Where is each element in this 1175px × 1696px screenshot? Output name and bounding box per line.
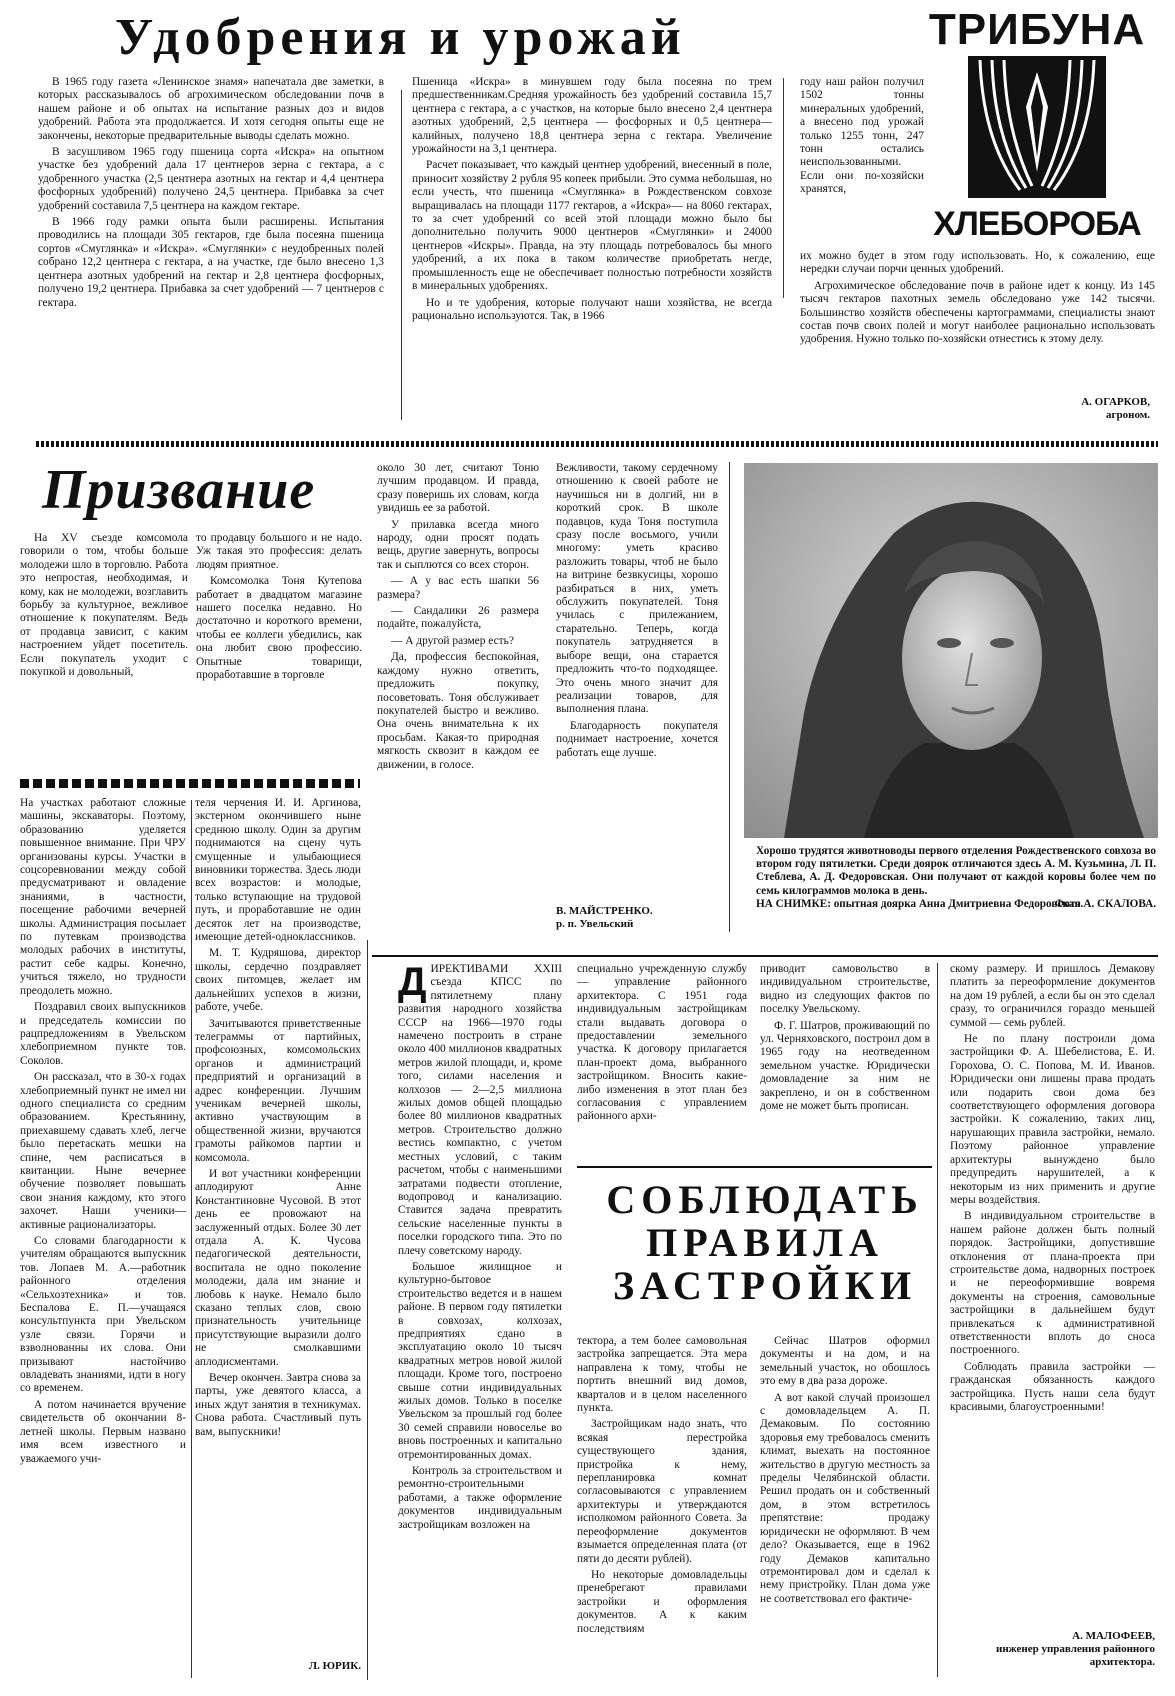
- paragraph: около 30 лет, считают Тоню лучшим продавцом. И правда, сразу поверишь их словам, когда увидишь ее за работой.: [377, 462, 539, 515]
- prizvanie-column-1: [20, 532, 188, 770]
- paragraph: Комсомолка Тоня Кутепова работает в двадцатом магазине нашего поселка недавно. Но достаточно и короткого времени, чтобы ее коллеги убедились, как она любит свою профессию. Опытные товарищи, проработавшие в торговле: [196, 575, 362, 682]
- paragraph: — Сандалики 26 размера подайте, пожалуйста,: [377, 605, 539, 631]
- paragraph: В индивидуальном строительстве в нашем районе должен быть полный порядок. Застройщики, допустившие отклонения от плана-проекта при строительстве дома, надворных построек и не переоформившие вовремя документы на строения, самовольные застройщики в дальнейшем будут привлекаться к административной ответственности вплоть до сноса построенного.: [950, 1210, 1155, 1357]
- paragraph: Вечер окончен. Завтра снова за парты, уже девятого класса, а иных ждут занятия в техникумах. Снова работа. Счастливый путь вам, выпускники!: [195, 1372, 361, 1438]
- zastroyka-column-3-bottom: [760, 1335, 930, 1677]
- paragraph: теля черчения И. И. Аргинова, экстерном окончившего ныне среднюю школу. Один за другим поднимаются на сцену чуть смущенные и улыбающиеся виновники торжества. Здесь люди всех возрастов: и молодые, только вступающие на трудовой путь, и проработавшие не один десяток лет на производстве, имеющие детей-одноклассников.: [195, 797, 361, 944]
- photo-credit: Фото А. СКАЛОВА.: [1054, 898, 1156, 911]
- paragraph: А вот какой случай произошел с домовладельцем А. П. Демаковым. По состоянию здоровья ему требовалось сменить климат, выехать на постоянное жительство в другую местность за пределы Челябинской области. Решил продать он и собственный дом, в этом встретилось препятствие: продажу юридически не оформляют. В чем дело? Оказывается, еще в 1962 году Демаков капитально отремонтировал дом и сделал к нему пристройку. План дома уже не соответствовал его фактиче-: [760, 1391, 930, 1605]
- paragraph: — А у вас есть шапки 56 размера?: [377, 575, 539, 601]
- zastroyka-column-2-bottom: [577, 1335, 747, 1677]
- zastroyka-column-4: [950, 963, 1155, 1628]
- title-line: ПРАВИЛА: [646, 1220, 884, 1265]
- paragraph: специально учрежденную службу — управление районного архитектора. С 1951 года индивидуальным застройщикам стали выдавать договора о предоставлении земельного участка. К договору прилагается план-проект дома, выбранного застройщиком. Вносить какие-либо изменения в этот план без согласования с управлением районного архи-: [577, 963, 747, 1123]
- paragraph: Но некоторые домовладельцы пренебрегают правилами застройки и оформления документов. А к каким последствиям: [577, 1568, 747, 1635]
- section-divider: [372, 955, 1158, 957]
- paragraph: Пшеница «Искра» в минувшем году была посеяна по трем предшественникам.Средняя урожайность без удобрений составила 15,7 центнера с гектара, а с участков, на которые было внесено 2,4 центнера азотных удобрений, 2,5 центнера — фосфорных и 0,5 центнера— калийных, получено 18,8 центнера зерна с гектара. Увеличение урожайности на 3,1 центнера.: [412, 76, 772, 156]
- logo-text-top: ТРИБУНА: [928, 5, 1146, 54]
- paragraph: Расчет показывает, что каждый центнер удобрений, внесенный в поле, приносит хозяйству 2 рубля 95 копеек прибыли. Это сумма небольшая, но если учесть, что пшеница «Смуглянка» в Рождественском совхозе выращивалась на площади 1177 гектаров, а «Искра»— на 8060 гектарах, то за счет удобрений со всей этой площади можно было бы дополнительно получить 9000 центнеров «Смуглянки» и 24000 центнеров «Искры». Правда, на эту площадь потребовалось бы много удобрений, а их пока в таком количестве приобретать негде, промышленность еще не обеспечивает полностью потребности хозяйств в минеральных удобрениях.: [412, 159, 772, 293]
- tribuna-khleboroba-logo: [928, 5, 1146, 243]
- paragraph: скому размеру. И пришлось Демакову платить за переоформление документов на дом 19 рублей, а если бы он это сделал сразу, то ограничился гораздо меньшей суммой — семь рублей.: [950, 963, 1155, 1029]
- paragraph: Не по плану построили дома застройщики Ф. А. Шебелистова, Е. И. Горохова, О. С. Попова, М. И. Иванов. Юридически они лишены права продать или подарить свои дома без соответствующего оформления договора застройки. К сожалению, таких лиц, нарушающих правила застройки, немало. Поэтому районное управление архитектуры вынуждено было предупредить нарушителей, а к некоторым из них применить и другие меры воздействия.: [950, 1033, 1155, 1206]
- prizvanie-signature: [556, 905, 718, 931]
- zastroyka-column-3-top: [760, 963, 930, 1153]
- zastroyka-column-1: [398, 963, 562, 1677]
- paragraph: Вежливости, такому сердечному отношению к своей работе не научишься ни в долгий, ни в короткий срок. В школе подавцов, куда Тоня поступила сразу после восьмого, учили многому: уметь красиво разложить товары, чтоб не было на витрине безвкусицы, хорошо разбираться в них, уметь обслужить покупателей. Тоня училась с прилежанием, старательно. Теперь, когда покупатель затрудняется в выборе вещи, она старается предложить что-то подходящее. Это очень много значит для реализации товаров, для выполнения плана.: [556, 462, 718, 716]
- section-divider: [36, 441, 1158, 447]
- article-title-prizvanie: Призвание: [42, 459, 316, 521]
- paragraph: их можно будет в этом году использовать. Но, к сожалению, еще нередки случаи порчи ценных удобрений.: [800, 250, 1155, 276]
- photo-milkmaid: [744, 463, 1158, 838]
- column-divider: [367, 940, 368, 1680]
- title-line: ЗАСТРОЙКИ: [612, 1263, 918, 1308]
- paragraph: Агрохимическое обследование почв в районе идет к концу. Из 145 тысяч гектаров пахотных земель обследовано уже 142 тысячи. Большинство хозяйств обеспечены картограммами, специалисты знают состав почв своих полей и могут наиболее рационально использовать удобрения. Нужно только по-хозяйски отнестись к этому делу.: [800, 279, 1155, 346]
- udobrenia-column-3-narrow: [800, 76, 924, 248]
- paragraph: Сейчас Шатров оформил документы и на дом, и на земельный участок, но обошлось это ему в два раза дороже.: [760, 1335, 930, 1388]
- paragraph: ИРЕКТИВАМИ XXIII съезда КПСС по пятилетнему плану развития народного хозяйства СССР на 1966—1970 годы намечено построить в стране около 400 миллионов квадратных метров жилой площади, и, кроме того, силами населения и колхозов — 2—2,5 миллиона жилых домов общей площадью более 80 миллионов квадратных метров. Строительство должно вестись компактно, с учетом местных условий, с таким расчетом, чтобы с наименьшими затратами подвести отопление, водопровод и канализацию. Ставится задача превратить сельские населенные пункты в поселки городского типа. Это по плечу советскому народу.: [398, 963, 562, 1257]
- paragraph: тектора, а тем более самовольная застройка запрещается. Эта мера направлена к тому, чтобы не портить внешний вид домов, кварталов и в целом населенного пункта.: [577, 1335, 747, 1415]
- paragraph: Контроль за строительством и ремонтно-строительными работами, а также оформление документов индивидуальным застройщикам возложен на: [398, 1465, 562, 1531]
- paragraph: У прилавка всегда много народу, одни просят подать вещь, другие завернуть, вопросы так и сыплются со всех сторон.: [377, 518, 539, 571]
- zastroyka-signature: [950, 1630, 1155, 1669]
- paragraph: приводит самовольство в индивидуальном строительстве, видно из следующих фактов по поселку Увельскому.: [760, 963, 930, 1016]
- paragraph: Зачитываются приветственные телеграммы от партийных, профсоюзных, комсомольских органов и администраций предприятий и организаций в адрес конференции. Лучшим ученикам вечерней школы, активно участвующим в общественной жизни, вручаются грамоты райкомов партии и комсомола.: [195, 1017, 361, 1164]
- paragraph: Да, профессия беспокойная, каждому нужно ответить, предложить покупку, посоветовать. Тоня обслуживает покупателей быстро и вежливо. Она очень внимательна к их просьбам. Какая-то природная мягкость сквозит в каждом ее движении, в голосе.: [377, 651, 539, 771]
- paragraph: М. Т. Кудряшова, директор школы, сердечно поздравляет своих питомцев, желает им дальнейших успехов в жизни, работе, учебе.: [195, 947, 361, 1014]
- caption-na-snimke: НА СНИМКЕ: опытная доярка Анна Дмитриевна Федоровская.: [756, 897, 1084, 910]
- paragraph: В засушливом 1965 году пшеница сорта «Искра» на опытном участке без удобрений дала 17 центнеров зерна с гектара, а с удобренного участка (2,5 центнера азотных на гектар и 4,4 центнера фосфорных удобрений) получено 24,5 центнера. Прибавка за счет удобрений составила 7,5 центнера на каждом гектаре.: [38, 146, 384, 212]
- paragraph: году наш район получил 1502 тонны минеральных удобрений, а внесено под урожай только 1255 тонн, 247 тонн остались неиспользованными. Если они по-хозяйски хранятся,: [800, 76, 924, 196]
- photo-caption: [756, 845, 1156, 911]
- wheat-emblem-icon: [928, 52, 1146, 202]
- paragraph: Он рассказал, что в 30-х годах хлебоприемный пункт не имел ни одного специалиста со средним образованием. Крестьянину, приехавшему сдавать хлеб, легче было перетаскать мешки на спине, чем расписаться в квитанции. Ныне вечернее обучение позволяет повышать свои знания каждому, кто этого захочет. Наши ученики— активные рационализаторы.: [20, 1071, 186, 1231]
- paragraph: На XV съезде комсомола говорили о том, чтобы больше молодежи шло в торговлю. Работа это непростая, необходимая, и кому, как не молодежи, возглавить борьбу за культурное, вежливое отношение к покупателям. Ведь от продавца зависит, с каким настроением уйдет посетитель. Если покупатель уходит с покупкой и довольный,: [20, 532, 188, 679]
- paragraph: — А другой размер есть?: [391, 634, 514, 647]
- prizvanie-column-4: [556, 462, 718, 902]
- paragraph: Со словами благодарности к учителям обращаются выпускник тов. Лопаев М. А.—работник районного отделения «Сельхозтехника» и тов. Беспалова Е. П.—учащаяся консультпункта при Увельском узле связи. Горячи и взволнованны их слова. Они призывают настойчиво овладевать знаниями, идти в ногу со временем.: [20, 1235, 186, 1395]
- vypusk-column-1: [20, 797, 186, 1677]
- author-name: А. МАЛОФЕЕВ,: [1072, 1630, 1155, 1642]
- column-divider: [783, 78, 784, 298]
- paragraph: Застройщикам надо знать, что всякая перестройка существующего здания, пристройка к нему, перепланировка комнат согласовываются с управлением архитектуры и утверждаются исполкомом районного Совета. За переоформление документов взымается определенная плата (от пяти до десяти рублей).: [577, 1418, 747, 1565]
- vypusk-signature: [195, 1660, 361, 1673]
- paragraph: Благодарность покупателя поднимает настроение, хочется работать еще лучше.: [556, 719, 718, 759]
- paragraph: В 1965 году газета «Ленинское знамя» напечатала две заметки, в которых рассказывалось об агрохимическом обследовании почв в нашем районе и об опытах на испытание разных доз и видов удобрений. Работа эта продолжается. И хотя сегодня опыты еще не закончены, некоторые предварительные выводы сделать можно.: [38, 76, 384, 142]
- title-line: СОБЛЮДАТЬ: [606, 1177, 924, 1222]
- author-name: А. ОГАРКОВ,: [1081, 396, 1150, 408]
- column-divider: [401, 90, 402, 420]
- paragraph: Но и те удобрения, которые получают наши хозяйства, не всегда рационально используются. Так, в 1966: [412, 296, 772, 322]
- author-name: Л. ЮРИК.: [308, 1660, 361, 1672]
- paragraph: Большое жилищное и культурно-бытовое строительство ведется и в нашем районе. В первом году пятилетки в совхозах, колхозах, предприятиях сдано в эксплуатацию около 10 тысяч квадратных метров новой жилой площади. Кроме того, построено свыше сотни индивидуальных жилых домов. Только в поселке Увельском за прошлый год более 30 семей справили новоселье во вновь построенных и капитально отремонтированных домах.: [398, 1260, 562, 1461]
- title-divider: [577, 1166, 932, 1168]
- paragraph: На участках работают сложные машины, экскаваторы. Поэтому, образованию уделяется повышенное внимание. При ЧРУ организованы курсы. Участки в соцсоревновании между собой предусматривают и овладение знаниями, в частности, посещение рабочими вечерней школы. Администрация посылает по путевкам производства молодых рабочих в институты, растит себе кадры. Конечно, учиться тяжело, но трудности преодолеть можно.: [20, 797, 186, 997]
- article-title-zastroyka: [590, 1178, 940, 1307]
- prizvanie-column-2: [196, 532, 362, 770]
- vypusk-column-2: [195, 797, 361, 1657]
- column-divider: [729, 462, 730, 932]
- paragraph: В 1966 году рамки опыта были расширены. Испытания проводились на площади 305 гектаров, где была посеяна пшеница сортов «Смуглянка» и «Искра». «Смуглянки» с неудобренных полей собрано 12,2 центнера с гектара, а на участке, где было внесено 1,3 центнера азотных удобрений на гектар и 2,8 центнера фосфорных, получено 19,2 центнера. Прибавка за счет удобрений — 7 центнеров с гектара.: [38, 216, 384, 309]
- drop-cap: Д: [398, 963, 427, 1004]
- paragraph: Поздравил своих выпускников и председатель комиссии по рацпредложениям в Увельском хлебоприемном пункте тов. Соколов.: [20, 1001, 186, 1067]
- logo-text-bottom: ХЛЕБОРОБА: [933, 205, 1141, 243]
- article-title-udobrenia: Удобрения и урожай: [115, 9, 686, 66]
- author-role: инженер управления районного архитектора.: [995, 1643, 1155, 1668]
- caption-text: Хорошо трудятся животноводы первого отделения Рождественского совхоза во втором году пятилетки. Среди доярок отличаются здесь А. М. Кузьмина, Л. П. Стеблева, А. Д. Федоровская. Они получают от каждой коровы более чем по семь килограммов молока в день.: [756, 845, 1156, 897]
- zastroyka-column-2-top: [577, 963, 747, 1153]
- paragraph: Соблюдать правила застройки — гражданская обязанность каждого застройщика. Пусть наши села будут красивыми, благоустроенными!: [950, 1360, 1155, 1413]
- udobrenia-column-2: [412, 76, 772, 431]
- prizvanie-column-3: [377, 462, 539, 937]
- udobrenia-column-1: [38, 76, 384, 431]
- paragraph: Ф. Г. Шатров, проживающий по ул. Черняховского, построил дом в 1965 году на неотведенном земельном участке. Юридически домовладение за ним не закреплено, и он в собственном доме не может быть прописан.: [760, 1019, 930, 1113]
- author-place: р. п. Увельский: [556, 918, 634, 930]
- paragraph: И вот участники конференции аплодируют Анне Константиновне Чусовой. В этот день ее провожают на заслуженный отдых. Более 30 лет отдала А. К. Чусова педагогической деятельности, воспитала не одно поколение молодежи, дала им знание и любовь к науке. Немало было сказано теплых слов, свою признательность учительнице присутствующие выразили долго не смолкавшими аплодисментами.: [195, 1167, 361, 1368]
- section-divider: [20, 779, 360, 788]
- udobrenia-signature: [1000, 396, 1150, 422]
- paragraph: А потом начинается вручение свидетельств об окончании 8-летней школы. Первым названо имя всем известного и уважаемого учи-: [20, 1398, 186, 1465]
- column-divider: [937, 963, 938, 1677]
- column-divider: [191, 800, 192, 1678]
- author-name: В. МАЙСТРЕНКО.: [556, 905, 653, 917]
- portrait-photo-image: [744, 463, 1158, 838]
- paragraph: то продавцу большого и не надо. Уж такая это профессия: делать людям приятное.: [196, 532, 362, 571]
- author-role: агроном.: [1106, 409, 1150, 421]
